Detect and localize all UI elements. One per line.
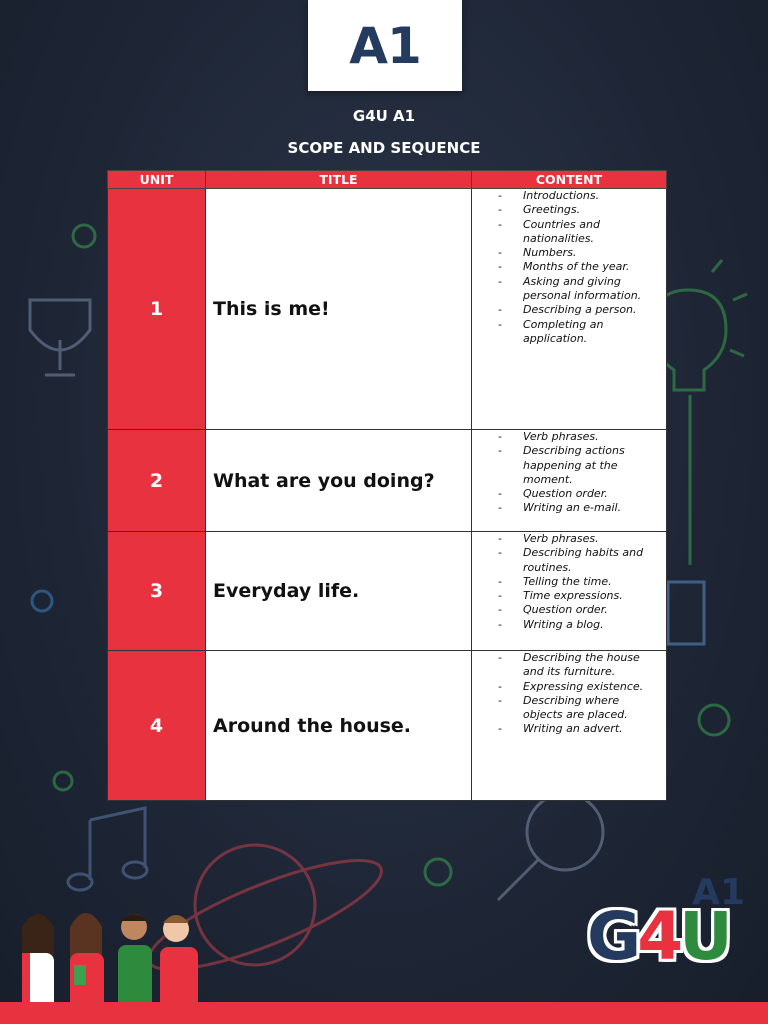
unit-content — [472, 651, 667, 801]
logo-u: U — [679, 898, 729, 975]
list-item: - Verb phrases. — [498, 430, 660, 444]
list-item: - Countries and nationalities. — [498, 218, 660, 247]
list-item: - Describing a person. — [498, 303, 660, 317]
logo-4: 4 — [637, 898, 680, 975]
unit-title: This is me! — [206, 189, 472, 430]
unit-content — [472, 532, 667, 651]
unit-number: 4 — [108, 651, 206, 801]
unit-number: 2 — [108, 430, 206, 532]
list-item: - Writing a blog. — [498, 618, 660, 632]
table-header-row — [108, 171, 667, 189]
list-item: - Time expressions. — [498, 589, 660, 603]
table-row — [108, 651, 667, 801]
logo-g: G — [587, 898, 638, 975]
list-item: - Describing habits and routines. — [498, 546, 660, 575]
content-list — [498, 651, 660, 737]
header-content: CONTENT — [472, 171, 667, 189]
unit-number: 1 — [108, 189, 206, 430]
unit-content — [472, 189, 667, 430]
table-row — [108, 430, 667, 532]
list-item: - Greetings. — [498, 203, 660, 217]
content-list — [498, 430, 660, 516]
list-item: - Introductions. — [498, 189, 660, 203]
list-item: - Question order. — [498, 603, 660, 617]
list-item: - Completing an application. — [498, 318, 660, 347]
list-item: - Verb phrases. — [498, 532, 660, 546]
unit-number: 3 — [108, 532, 206, 651]
table-row — [108, 532, 667, 651]
page-heading: SCOPE AND SEQUENCE — [287, 139, 481, 157]
content-list — [498, 189, 660, 346]
header-unit: UNIT — [108, 171, 206, 189]
list-item: - Describing actions happening at the moment. — [498, 444, 660, 487]
header-title: TITLE — [206, 171, 472, 189]
list-item: - Months of the year. — [498, 260, 660, 274]
unit-content — [472, 430, 667, 532]
scope-table — [107, 170, 667, 801]
list-item: - Writing an e-mail. — [498, 501, 660, 515]
list-item: - Expressing existence. — [498, 680, 660, 694]
course-subtitle: G4U A1 — [352, 107, 416, 125]
list-item: - Asking and giving personal information. — [498, 275, 660, 304]
list-item: - Writing an advert. — [498, 722, 660, 736]
table-row — [108, 189, 667, 430]
list-item: - Describing the house and its furniture. — [498, 651, 660, 680]
list-item: - Describing where objects are placed. — [498, 694, 660, 723]
list-item: - Numbers. — [498, 246, 660, 260]
level-badge — [308, 0, 462, 91]
g4u-logo — [585, 872, 745, 988]
list-item: - Question order. — [498, 487, 660, 501]
level-badge-text: A1 — [349, 16, 421, 75]
unit-title: What are you doing? — [206, 430, 472, 532]
unit-title: Everyday life. — [206, 532, 472, 651]
unit-title: Around the house. — [206, 651, 472, 801]
logo-level: A1 — [692, 872, 745, 913]
list-item: - Telling the time. — [498, 575, 660, 589]
footer-bar — [0, 1002, 768, 1024]
logo-wordmark — [587, 898, 729, 975]
content-list — [498, 532, 660, 632]
